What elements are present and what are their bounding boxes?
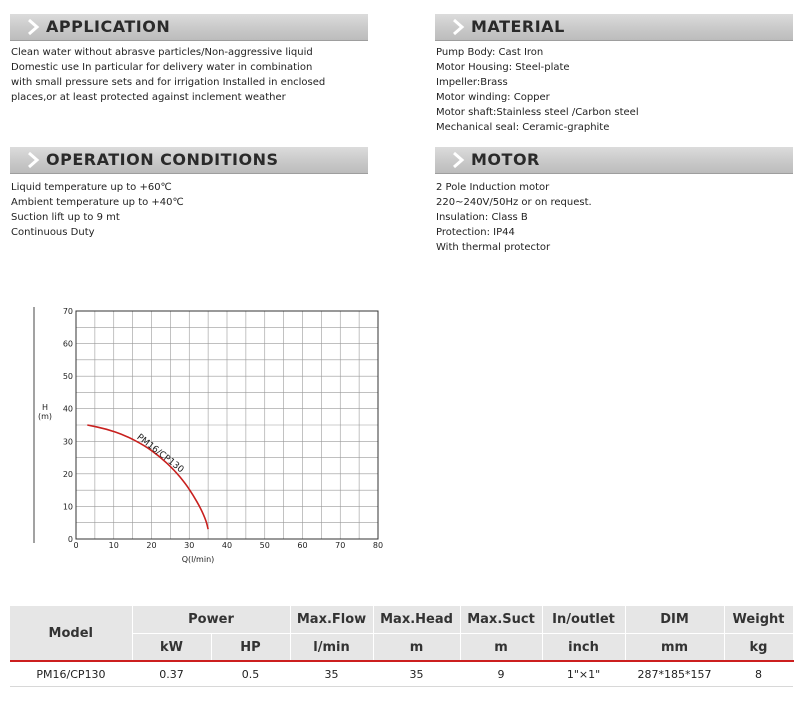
y-tick-label: 30 bbox=[62, 437, 73, 447]
motor-title: MOTOR bbox=[471, 150, 540, 169]
application-line: with small pressure sets and for irrigation Installed in enclosed bbox=[11, 77, 326, 88]
material-title: MATERIAL bbox=[471, 17, 565, 36]
x-axis-label: Q(l/min) bbox=[181, 555, 215, 564]
unit-dim: mm bbox=[625, 634, 724, 662]
cell-model: PM16/CP130 bbox=[10, 661, 132, 687]
motor-line: With thermal protector bbox=[436, 242, 551, 253]
table-row bbox=[10, 661, 793, 687]
motor-line: 220~240V/50Hz or on request. bbox=[436, 197, 592, 208]
header-max-suct: Max.Suct bbox=[460, 606, 542, 634]
application-title: APPLICATION bbox=[46, 17, 171, 36]
operation-line: Liquid temperature up to +60℃ bbox=[11, 182, 172, 193]
material-line: Motor Housing: Steel-plate bbox=[436, 62, 570, 73]
operation-line: Suction lift up to 9 mt bbox=[11, 212, 120, 223]
header-max-flow: Max.Flow bbox=[290, 606, 373, 634]
y-tick-label: 10 bbox=[62, 502, 73, 512]
application-line: places,or at least protected against inclement weather bbox=[11, 92, 286, 103]
unit-inoutlet: inch bbox=[542, 634, 625, 662]
y-tick-label: 20 bbox=[62, 469, 73, 479]
cell-inoutlet: 1"×1" bbox=[542, 661, 625, 687]
table-header-row bbox=[10, 606, 793, 634]
chart-curves bbox=[87, 425, 208, 529]
spec-table bbox=[10, 606, 794, 687]
x-tick-label: 60 bbox=[297, 541, 308, 550]
material-line: Motor winding: Copper bbox=[436, 92, 550, 103]
x-tick-label: 50 bbox=[259, 541, 270, 550]
header-dim: DIM bbox=[625, 606, 724, 634]
y-axis-label-h: H bbox=[41, 403, 49, 412]
operation-line: Ambient temperature up to +40℃ bbox=[11, 197, 184, 208]
header-weight: Weight bbox=[724, 606, 793, 634]
unit-flow: l/min bbox=[290, 634, 373, 662]
motor-line: Protection: IP44 bbox=[436, 227, 515, 238]
x-tick-label: 80 bbox=[372, 541, 384, 550]
header-model: Model bbox=[10, 606, 132, 661]
header-inoutlet: In/outlet bbox=[542, 606, 625, 634]
cell-hp: 0.5 bbox=[211, 661, 290, 687]
unit-hp: HP bbox=[211, 634, 290, 662]
x-tick-label: 0 bbox=[73, 541, 79, 550]
unit-suct: m bbox=[460, 634, 542, 662]
y-tick-label: 50 bbox=[62, 372, 73, 382]
cell-flow: 35 bbox=[290, 661, 373, 687]
application-line: Clean water without abrasve particles/Non-aggressive liquid bbox=[11, 47, 313, 58]
chart-grid bbox=[34, 307, 378, 543]
y-axis-label-unit: (m) bbox=[37, 412, 53, 421]
material-line: Impeller:Brass bbox=[436, 77, 508, 88]
unit-kw: kW bbox=[132, 634, 211, 662]
x-tick-label: 70 bbox=[335, 541, 346, 550]
cell-dim: 287*185*157 bbox=[625, 661, 724, 687]
operation-line: Continuous Duty bbox=[11, 227, 95, 238]
y-tick-label: 60 bbox=[62, 339, 73, 349]
motor-line: Insulation: Class B bbox=[436, 212, 528, 223]
series-label: PM16/CP130 bbox=[134, 432, 186, 476]
motor-line: 2 Pole Induction motor bbox=[436, 182, 550, 193]
operation-title: OPERATION CONDITIONS bbox=[46, 150, 279, 169]
unit-head: m bbox=[373, 634, 460, 662]
y-tick-label: 70 bbox=[62, 307, 73, 316]
material-line: Pump Body: Cast Iron bbox=[436, 47, 544, 58]
x-tick-label: 10 bbox=[108, 541, 119, 550]
y-tick-label: 0 bbox=[67, 535, 73, 544]
material-line: Mechanical seal: Ceramic-graphite bbox=[436, 122, 610, 133]
x-tick-label: 40 bbox=[221, 541, 233, 550]
unit-weight: kg bbox=[724, 634, 793, 662]
x-tick-label: 30 bbox=[184, 541, 195, 550]
material-line: Motor shaft:Stainless steel /Carbon steel bbox=[436, 107, 639, 118]
header-power: Power bbox=[132, 606, 290, 634]
x-tick-label: 20 bbox=[146, 541, 157, 550]
header-max-head: Max.Head bbox=[373, 606, 460, 634]
cell-kw: 0.37 bbox=[132, 661, 211, 687]
y-tick-label: 40 bbox=[62, 404, 73, 414]
application-line: Domestic use In particular for delivery water in combination bbox=[11, 62, 313, 73]
cell-head: 35 bbox=[373, 661, 460, 687]
cell-weight: 8 bbox=[724, 661, 793, 687]
cell-suct: 9 bbox=[460, 661, 542, 687]
